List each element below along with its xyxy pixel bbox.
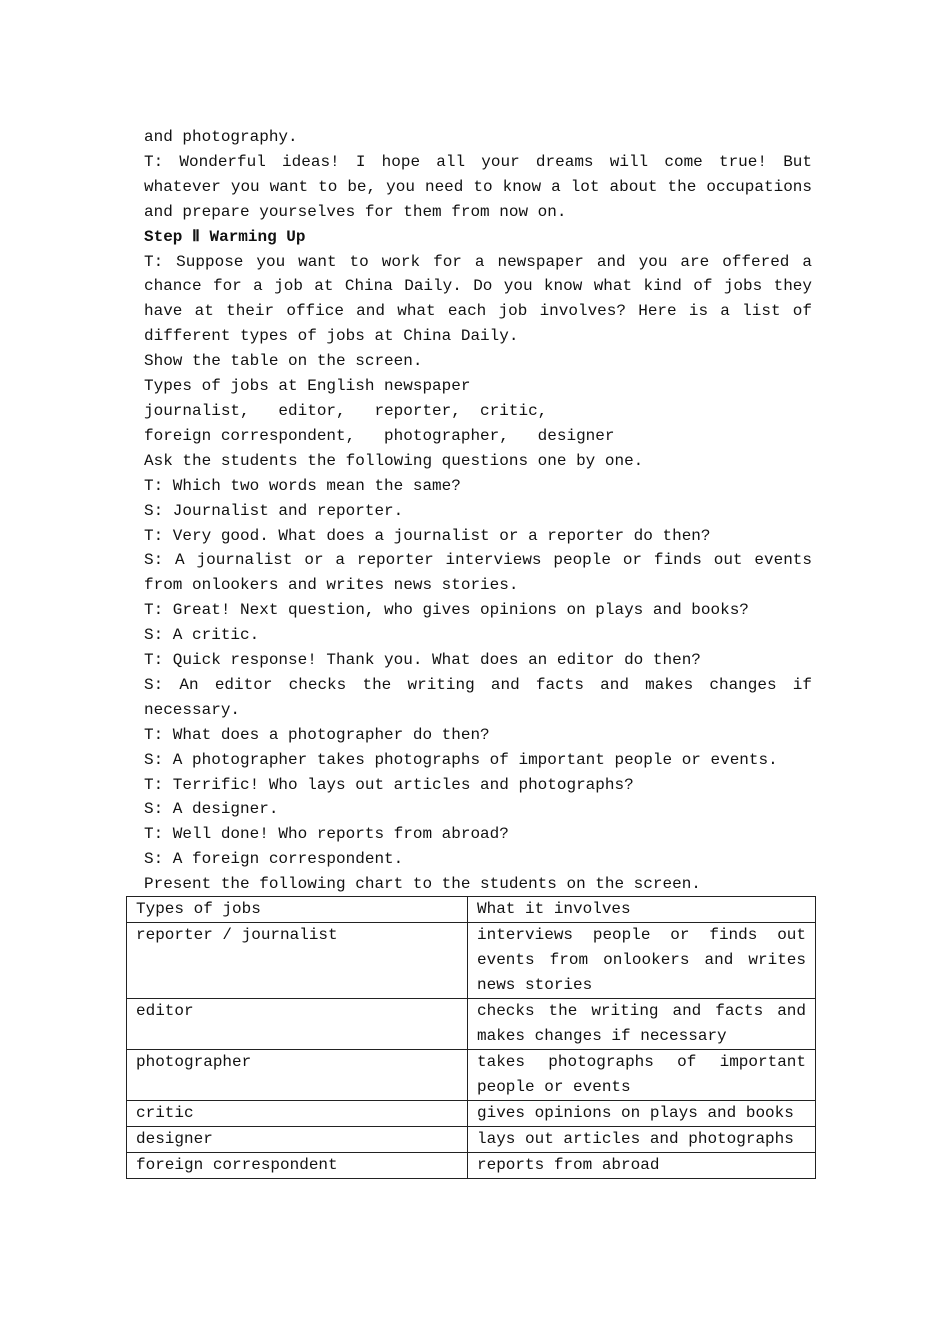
text-line: T: Suppose you want to work for a newspaper and you are offered a bbox=[144, 252, 812, 271]
text-line: Present the following chart to the students on the screen. bbox=[144, 875, 701, 894]
text-line: T: Wonderful ideas! I hope all your dreams will come true! But bbox=[144, 152, 812, 171]
job-type-cell: foreign correspondent bbox=[127, 1153, 468, 1179]
table-row bbox=[127, 1101, 816, 1127]
description-line: gives opinions on plays and books bbox=[477, 1104, 794, 1122]
text-line: chance for a job at China Daily. Do you know what kind of jobs they bbox=[144, 277, 812, 296]
job-type-cell: designer bbox=[127, 1127, 468, 1153]
text-line: foreign correspondent, photographer, designer bbox=[144, 426, 615, 445]
text-line: Show the table on the screen. bbox=[144, 352, 423, 371]
table-row bbox=[127, 1153, 816, 1179]
text-line: T: Which two words mean the same? bbox=[144, 476, 461, 495]
description-line: lays out articles and photographs bbox=[477, 1130, 794, 1148]
table-row bbox=[127, 923, 816, 999]
jobs-table bbox=[126, 896, 816, 1179]
description-line: makes changes if necessary bbox=[477, 1027, 727, 1045]
job-type-cell: photographer bbox=[127, 1050, 468, 1101]
table-row bbox=[127, 1050, 816, 1101]
job-description-cell bbox=[468, 923, 816, 999]
job-type-cell: reporter / journalist bbox=[127, 923, 468, 999]
text-line: T: Great! Next question, who gives opinions on plays and books? bbox=[144, 601, 749, 620]
section-heading: Step Ⅱ Warming Up bbox=[144, 227, 306, 246]
text-line: S: A designer. bbox=[144, 800, 279, 819]
text-line: have at their office and what each job involves? Here is a list of bbox=[144, 302, 812, 321]
text-line: different types of jobs at China Daily. bbox=[144, 327, 519, 346]
text-line: and photography. bbox=[144, 128, 298, 146]
text-line: S: A critic. bbox=[144, 626, 260, 645]
job-description-cell bbox=[468, 1153, 816, 1179]
job-description-cell bbox=[468, 1101, 816, 1127]
description-line: events from onlookers and writes bbox=[477, 951, 806, 969]
text-line: S: A foreign correspondent. bbox=[144, 850, 404, 869]
job-description-cell bbox=[468, 1050, 816, 1101]
text-line: whatever you want to be, you need to know a lot about the occupations bbox=[144, 177, 812, 196]
description-line: checks the writing and facts and bbox=[477, 1002, 806, 1020]
description-line: interviews people or finds out bbox=[477, 926, 806, 944]
text-line: T: Terrific! Who lays out articles and photographs? bbox=[144, 775, 634, 794]
text-line: S: Journalist and reporter. bbox=[144, 501, 404, 520]
job-type-cell: critic bbox=[127, 1101, 468, 1127]
text-line: T: Quick response! Thank you. What does an editor do then? bbox=[144, 651, 701, 670]
description-line: reports from abroad bbox=[477, 1156, 660, 1174]
description-line: takes photographs of important bbox=[477, 1053, 806, 1071]
header-what-it-involves: What it involves bbox=[468, 897, 816, 923]
table-row bbox=[127, 999, 816, 1050]
text-line: and prepare yourselves for them from now on. bbox=[144, 202, 567, 221]
job-description-cell bbox=[468, 999, 816, 1050]
table-header-row bbox=[127, 897, 816, 923]
text-line: necessary. bbox=[144, 700, 241, 719]
text-line: journalist, editor, reporter, critic, bbox=[144, 401, 548, 420]
text-line: Ask the students the following questions one by one. bbox=[144, 451, 644, 470]
description-line: people or events bbox=[477, 1078, 631, 1096]
text-line: S: A photographer takes photographs of important people or events. bbox=[144, 750, 778, 769]
lesson-text bbox=[144, 125, 812, 897]
text-line: S: A journalist or a reporter interviews people or finds out events bbox=[144, 551, 812, 570]
header-types-of-jobs: Types of jobs bbox=[127, 897, 468, 923]
job-type-cell: editor bbox=[127, 999, 468, 1050]
job-description-cell bbox=[468, 1127, 816, 1153]
text-line: T: Very good. What does a journalist or a reporter do then? bbox=[144, 526, 711, 545]
text-line: S: An editor checks the writing and facts and makes changes if bbox=[144, 675, 812, 694]
text-line: from onlookers and writes news stories. bbox=[144, 576, 519, 595]
table-row bbox=[127, 1127, 816, 1153]
text-line: Types of jobs at English newspaper bbox=[144, 377, 471, 396]
description-line: news stories bbox=[477, 976, 593, 994]
text-line: T: What does a photographer do then? bbox=[144, 725, 490, 744]
text-line: T: Well done! Who reports from abroad? bbox=[144, 825, 509, 844]
